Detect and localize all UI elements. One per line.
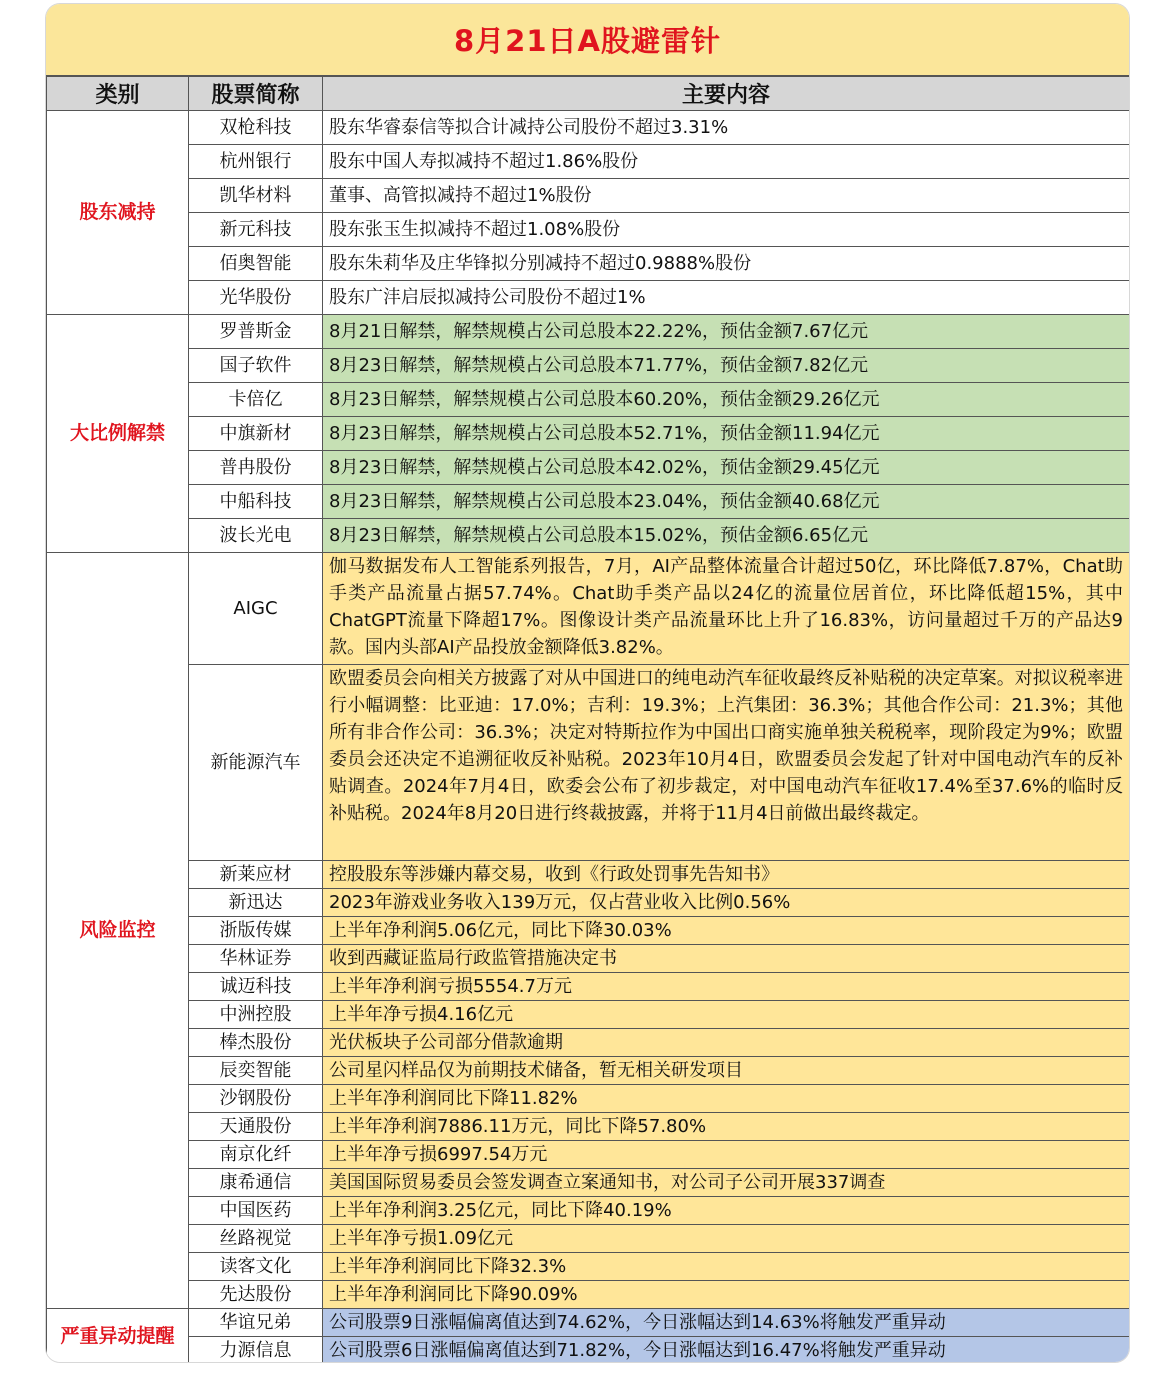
stock-name: 普冉股份	[189, 451, 323, 485]
header-category: 类别	[47, 77, 189, 111]
stock-name: 先达股份	[189, 1281, 323, 1309]
content-cell: 股东中国人寿拟减持不超过1.86%股份	[323, 145, 1130, 179]
stock-name: 罗普斯金	[189, 315, 323, 349]
content-cell: 8月23日解禁，解禁规模占公司总股本42.02%，预估金额29.45亿元	[323, 451, 1130, 485]
category-cell: 风险监控	[47, 553, 189, 1309]
table-row	[47, 1113, 1130, 1141]
stock-name: 杭州银行	[189, 145, 323, 179]
content-cell: 公司股票6日涨幅偏离值达到71.82%，今日涨幅达到16.47%将触发严重异动	[323, 1337, 1130, 1363]
stock-name: 中国医药	[189, 1197, 323, 1225]
table-row	[47, 281, 1130, 315]
header-stock: 股票简称	[189, 77, 323, 111]
stock-name: 中船科技	[189, 485, 323, 519]
table-row	[47, 315, 1130, 349]
stock-name: 辰奕智能	[189, 1057, 323, 1085]
content-cell: 8月23日解禁，解禁规模占公司总股本15.02%，预估金额6.65亿元	[323, 519, 1130, 553]
table-row	[47, 383, 1130, 417]
stock-name: 波长光电	[189, 519, 323, 553]
content-cell: 上半年净利润5.06亿元，同比下降30.03%	[323, 917, 1130, 945]
content-cell: 8月23日解禁，解禁规模占公司总股本60.20%，预估金额29.26亿元	[323, 383, 1130, 417]
table-row	[47, 1085, 1130, 1113]
content-cell: 上半年净利润同比下降11.82%	[323, 1085, 1130, 1113]
header-row	[47, 77, 1130, 111]
category-cell: 大比例解禁	[47, 315, 189, 553]
table-row	[47, 1309, 1130, 1337]
stock-name: 读客文化	[189, 1253, 323, 1281]
table-row	[47, 553, 1130, 665]
stock-name: 诚迈科技	[189, 973, 323, 1001]
category-cell: 股东减持	[47, 111, 189, 315]
stock-name: 佰奥智能	[189, 247, 323, 281]
stock-name: 华林证券	[189, 945, 323, 973]
stock-name: 卡倍亿	[189, 383, 323, 417]
stock-name: 双枪科技	[189, 111, 323, 145]
content-cell: 公司股票9日涨幅偏离值达到74.62%，今日涨幅达到14.63%将触发严重异动	[323, 1309, 1130, 1337]
table-row	[47, 917, 1130, 945]
content-cell: 2023年游戏业务收入139万元，仅占营业收入比例0.56%	[323, 889, 1130, 917]
stock-name: 华谊兄弟	[189, 1309, 323, 1337]
content-cell: 上半年净利润7886.11万元，同比下降57.80%	[323, 1113, 1130, 1141]
table-row	[47, 665, 1130, 861]
table-row	[47, 417, 1130, 451]
content-cell: 上半年净利润亏损5554.7万元	[323, 973, 1130, 1001]
table-row	[47, 451, 1130, 485]
content-cell: 上半年净利润3.25亿元，同比下降40.19%	[323, 1197, 1130, 1225]
stock-name: 新能源汽车	[189, 665, 323, 861]
content-cell: 8月23日解禁，解禁规模占公司总股本71.77%，预估金额7.82亿元	[323, 349, 1130, 383]
content-cell: 收到西藏证监局行政监管措施决定书	[323, 945, 1130, 973]
table-row	[47, 1001, 1130, 1029]
notice-card	[46, 4, 1129, 1362]
content-cell: 8月23日解禁，解禁规模占公司总股本52.71%，预估金额11.94亿元	[323, 417, 1130, 451]
stock-name: 南京化纤	[189, 1141, 323, 1169]
content-cell: 美国国际贸易委员会签发调查立案通知书，对公司子公司开展337调查	[323, 1169, 1130, 1197]
content-cell: 控股股东等涉嫌内幕交易，收到《行政处罚事先告知书》	[323, 861, 1130, 889]
table-row	[47, 1169, 1130, 1197]
stock-name: 天通股份	[189, 1113, 323, 1141]
content-cell: 上半年净亏损6997.54万元	[323, 1141, 1130, 1169]
content-cell: 上半年净亏损1.09亿元	[323, 1225, 1130, 1253]
content-cell: 上半年净利润同比下降32.3%	[323, 1253, 1130, 1281]
content-cell: 8月21日解禁，解禁规模占公司总股本22.22%，预估金额7.67亿元	[323, 315, 1130, 349]
content-cell: 股东广沣启辰拟减持公司股份不超过1%	[323, 281, 1130, 315]
table-row	[47, 1057, 1130, 1085]
table-row	[47, 1225, 1130, 1253]
table-row	[47, 1141, 1130, 1169]
content-cell: 上半年净利润同比下降90.09%	[323, 1281, 1130, 1309]
stock-name: 康希通信	[189, 1169, 323, 1197]
stock-name: 国子软件	[189, 349, 323, 383]
table-row	[47, 861, 1130, 889]
table-row	[47, 485, 1130, 519]
table-row	[47, 519, 1130, 553]
header-content: 主要内容	[323, 77, 1130, 111]
content-cell: 伽马数据发布人工智能系列报告，7月，AI产品整体流量合计超过50亿，环比降低7.87%，Chat助手类产品流量占据57.74%。Chat助手类产品以24亿的流量位居首位，环比降低超15%，其中ChatGPT流量下降超17%。图像设计类产品流量环比上升了16.83%，访问量超过千万的产品达9款。国内头部AI产品投放金额降低3.82%。	[323, 553, 1130, 665]
table-row	[47, 945, 1130, 973]
table-row	[47, 1197, 1130, 1225]
stock-name: 沙钢股份	[189, 1085, 323, 1113]
stock-name: 丝路视觉	[189, 1225, 323, 1253]
page-title: 8月21日A股避雷针	[46, 4, 1129, 76]
table-row	[47, 889, 1130, 917]
content-cell: 公司星闪样品仅为前期技术储备，暂无相关研发项目	[323, 1057, 1130, 1085]
stock-name: 新迅达	[189, 889, 323, 917]
stock-name: 新莱应材	[189, 861, 323, 889]
stock-name: 光华股份	[189, 281, 323, 315]
table-row	[47, 1253, 1130, 1281]
stock-name: 凯华材料	[189, 179, 323, 213]
table-row	[47, 1337, 1130, 1363]
content-cell: 股东华睿泰信等拟合计减持公司股份不超过3.31%	[323, 111, 1130, 145]
table-row	[47, 179, 1130, 213]
content-cell: 欧盟委员会向相关方披露了对从中国进口的纯电动汽车征收最终反补贴税的决定草案。对拟议税率进行小幅调整：比亚迪：17.0%；吉利：19.3%；上汽集团：36.3%；其他合作公司：21.3%；其他所有非合作公司：36.3%；决定对特斯拉作为中国出口商实施单独关税税率，现阶段定为9%；欧盟委员会还决定不追溯征收反补贴税。2023年10月4日，欧盟委员会发起了针对中国电动汽车的反补贴调查。2024年7月4日，欧委会公布了初步裁定，对中国电动汽车征收17.4%至37.6%的临时反补贴税。2024年8月20日进行终裁披露，并将于11月4日前做出最终裁定。	[323, 665, 1130, 861]
table-row	[47, 145, 1130, 179]
content-cell: 股东朱莉华及庄华锋拟分别减持不超过0.9888%股份	[323, 247, 1130, 281]
content-cell: 董事、高管拟减持不超过1%股份	[323, 179, 1130, 213]
table-row	[47, 1029, 1130, 1057]
category-cell: 严重异动提醒	[47, 1309, 189, 1363]
table-row	[47, 247, 1130, 281]
table-row	[47, 1281, 1130, 1309]
stock-name: 中洲控股	[189, 1001, 323, 1029]
table-row	[47, 111, 1130, 145]
stock-name: 棒杰股份	[189, 1029, 323, 1057]
stock-name: 浙版传媒	[189, 917, 323, 945]
stock-name: 新元科技	[189, 213, 323, 247]
table-row	[47, 349, 1130, 383]
content-cell: 股东张玉生拟减持不超过1.08%股份	[323, 213, 1130, 247]
content-cell: 光伏板块子公司部分借款逾期	[323, 1029, 1130, 1057]
stock-name: 中旗新材	[189, 417, 323, 451]
content-cell: 8月23日解禁，解禁规模占公司总股本23.04%，预估金额40.68亿元	[323, 485, 1130, 519]
stock-name: 力源信息	[189, 1337, 323, 1363]
content-cell: 上半年净亏损4.16亿元	[323, 1001, 1130, 1029]
table-row	[47, 213, 1130, 247]
stock-name: AIGC	[189, 553, 323, 665]
table-row	[47, 973, 1130, 1001]
stock-alert-table	[46, 76, 1129, 1362]
